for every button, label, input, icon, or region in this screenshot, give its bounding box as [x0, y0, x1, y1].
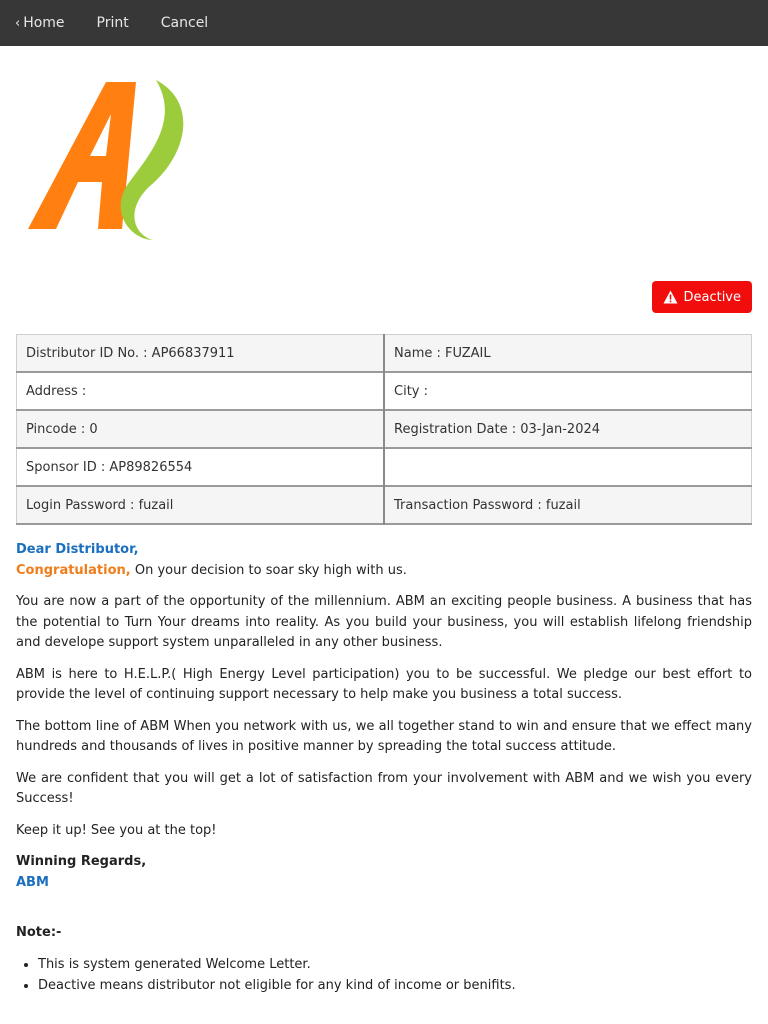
empty-cell: [384, 448, 752, 486]
cancel-link[interactable]: Cancel: [160, 15, 209, 31]
letter-paragraph: You are now a part of the opportunity of the millennium. ABM an exciting people business. A business that has the potential to Turn Your dreams into reality. As you build your business, you will establish lifelong friendship and develope support system unparalleled in any other business.: [16, 594, 752, 650]
deactive-label: Deactive: [683, 289, 741, 305]
distributor-details-table: [16, 334, 752, 525]
congrats-label: Congratulation,: [16, 562, 131, 578]
sponsor-id-cell: Sponsor ID : AP89826554: [17, 448, 385, 486]
warning-icon: [663, 290, 678, 304]
home-link[interactable]: [15, 15, 65, 31]
note-heading: Note:-: [16, 925, 62, 940]
address-cell: Address :: [17, 372, 385, 410]
chevron-left-icon: ‹: [15, 15, 21, 31]
letter-paragraph: We are confident that you will get a lot of satisfaction from your involvement with ABM and we wish you every Success!: [16, 770, 752, 806]
welcome-letter: [16, 540, 752, 996]
company-logo: [20, 74, 200, 244]
status-area: [652, 281, 752, 313]
deactive-status-button[interactable]: [652, 281, 752, 313]
pincode-cell: Pincode : 0: [17, 410, 385, 448]
table-row: [17, 448, 752, 486]
top-nav-bar: [0, 0, 768, 46]
table-row: [17, 372, 752, 410]
transaction-password-cell: Transaction Password : fuzail: [384, 486, 752, 524]
letter-greeting: Dear Distributor,: [16, 542, 139, 557]
table-row: [17, 410, 752, 448]
city-cell: City :: [384, 372, 752, 410]
notes-list: [16, 954, 752, 996]
table-row: [17, 486, 752, 524]
distributor-id-cell: Distributor ID No. : AP66837911: [17, 335, 385, 373]
home-link-label: Home: [23, 15, 65, 31]
regards-text: Winning Regards,: [16, 854, 147, 869]
name-cell: Name : FUZAIL: [384, 335, 752, 373]
congrats-text: On your decision to soar sky high with us.: [130, 562, 407, 578]
letter-paragraph: ABM is here to H.E.L.P.( High Energy Level participation) you to be successful. We pledge our best effort to provide the level of continuing support necessary to help make you business a total success.: [16, 666, 752, 702]
print-link[interactable]: Print: [96, 15, 129, 31]
registration-date-cell: Registration Date : 03-Jan-2024: [384, 410, 752, 448]
table-row: [17, 335, 752, 373]
letter-paragraph: The bottom line of ABM When you network with us, we all together stand to win and ensure that we effect many hundreds and thousands of lives in positive manner by spreading the total success attitude.: [16, 718, 752, 754]
signature-text: ABM: [16, 874, 49, 890]
login-password-cell: Login Password : fuzail: [17, 486, 385, 524]
list-item: • Deactive means distributor not eligible for any kind of income or benifits.: [38, 975, 752, 996]
list-item: • This is system generated Welcome Letter.: [38, 954, 752, 975]
letter-paragraph: Keep it up! See you at the top!: [16, 822, 217, 838]
